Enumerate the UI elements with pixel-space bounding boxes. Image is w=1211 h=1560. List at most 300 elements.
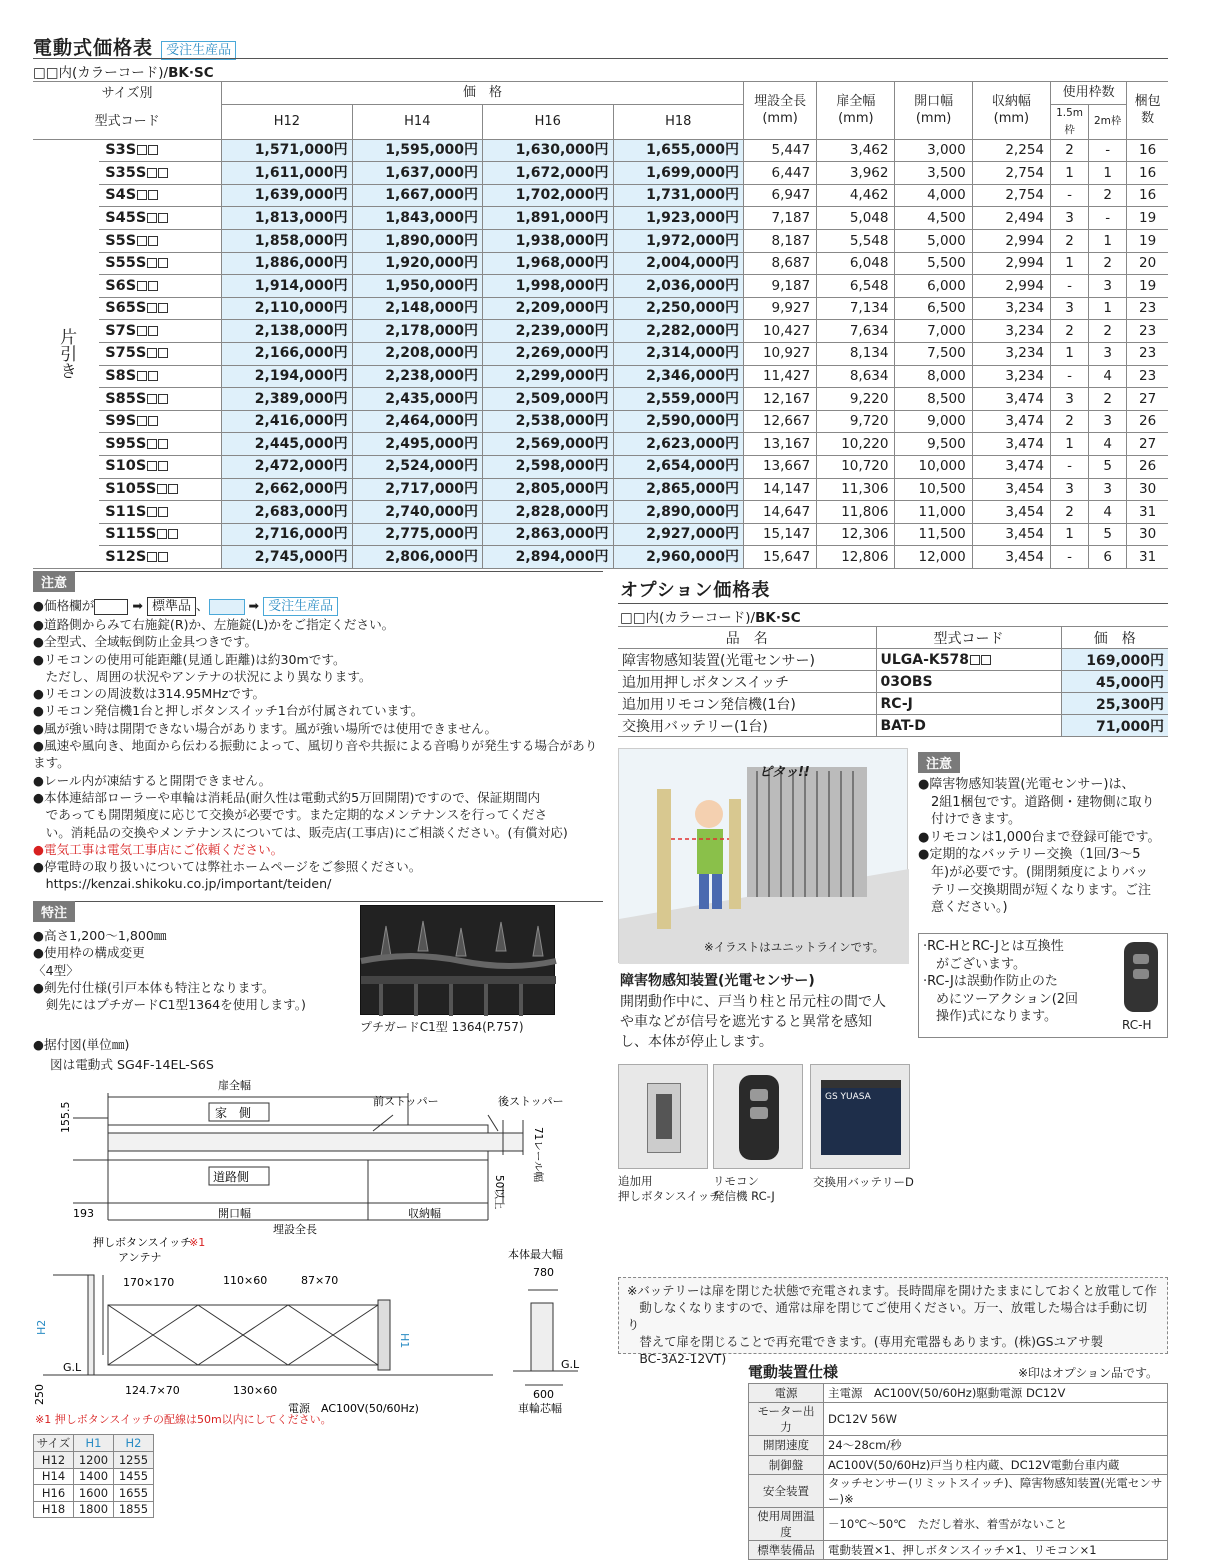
rc-line: 操作)式になります。 [923, 1009, 1058, 1024]
price-h18: 2,865,000円 [613, 478, 743, 501]
dim-door: 11,806 [817, 501, 895, 524]
frame-2: 2 [1089, 252, 1127, 275]
label-rail-width: 71レール幅 [532, 1127, 544, 1183]
price-h12: 2,389,000円 [222, 388, 352, 411]
pack-count: 16 [1127, 139, 1168, 162]
dim-storage: 3,234 [972, 365, 1050, 388]
dim-open: 10,500 [895, 478, 972, 501]
main-title-block [33, 33, 723, 60]
special-list [33, 927, 363, 1013]
table-row [33, 388, 1168, 411]
frame-2: 2 [1089, 320, 1127, 343]
dim-storage: 3,234 [972, 297, 1050, 320]
table-row: 制御盤 AC100V(50/60Hz)戸当り柱内蔵、DC12V電動台車内蔵 [749, 1455, 1168, 1474]
table-row [33, 365, 1168, 388]
frame-15: 2 [1051, 320, 1089, 343]
title-rule [33, 58, 1168, 59]
label-antenna: アンテナ [118, 1251, 162, 1264]
push-switch-image [618, 1064, 708, 1169]
special-line: ●使用枠の構成変更 [33, 945, 145, 961]
puchi-guard-caption: プチガードC1型 1364(P.757) [360, 1020, 524, 1034]
rc-line: ·RC-Jは誤動作防止のた [923, 974, 1058, 989]
frame-2: - [1089, 139, 1127, 162]
main-price-table [33, 81, 1168, 569]
frame-15: 1 [1051, 523, 1089, 546]
price-h12: 2,662,000円 [222, 478, 352, 501]
dim-storage: 2,494 [972, 207, 1050, 230]
price-h18: 2,314,000円 [613, 342, 743, 365]
frame-15: 2 [1051, 229, 1089, 252]
dim-open: 7,000 [895, 320, 972, 343]
notes-block [33, 597, 603, 893]
dim-burial: 9,187 [743, 275, 816, 298]
spec-note: ※印はオプション品です。 [1018, 1366, 1159, 1380]
frame-15: - [1051, 365, 1089, 388]
price-h14: 2,178,000円 [352, 320, 482, 343]
frame-15: 1 [1051, 433, 1089, 456]
header-size: サイズ別 [33, 82, 222, 105]
sensor-note-line: 意ください。) [918, 900, 1008, 916]
label-max-width: 本体最大幅 [508, 1248, 563, 1261]
frame-2: 1 [1089, 297, 1127, 320]
label-87: 87×70 [301, 1274, 339, 1287]
option-table: 品 名 型式コード 価 格 障害物感知装置(光電センサー) ULGA-K578 169,000円 追加用押しボタンスイッチ 03OBS 45,000円 追加用リモコン発信機(1台) RC-J 25,300円 交換用バッテリー(1台) BAT-D 71,000円 [618, 626, 1168, 737]
option-code: RC-J [876, 693, 1061, 715]
price-h18: 2,036,000円 [613, 275, 743, 298]
header-f2: 2m枠 [1089, 104, 1127, 139]
frame-15: - [1051, 546, 1089, 569]
dim-door: 3,962 [817, 162, 895, 185]
option-color-line: □□内(カラーコード)/BK·SC [620, 610, 801, 626]
pack-count: 23 [1127, 342, 1168, 365]
dim-burial: 11,427 [743, 365, 816, 388]
label-600: 600 [533, 1388, 554, 1401]
dim-open: 7,500 [895, 342, 972, 365]
price-h14: 1,950,000円 [352, 275, 482, 298]
header-f15: 1.5m枠 [1051, 104, 1089, 139]
sensor-note-line: ●障害物感知装置(光電センサー)は、 [918, 777, 1135, 792]
label-push-switch: 押しボタンスイッチ [93, 1236, 192, 1249]
table-row: 電源 主電源 AC100V(50/60Hz)駆動電源 DC12V [749, 1384, 1168, 1403]
price-h14: 1,667,000円 [352, 184, 482, 207]
dim-burial: 10,427 [743, 320, 816, 343]
table-row [33, 546, 1168, 569]
dim-open: 6,000 [895, 275, 972, 298]
price-h12: 2,166,000円 [222, 342, 352, 365]
dim-storage: 2,994 [972, 252, 1050, 275]
pack-count: 16 [1127, 162, 1168, 185]
header-open: 開口幅 (mm) [895, 82, 972, 140]
sensor-note-line: 2組1梱包です。道路側・建物側に取り [918, 794, 1155, 810]
label-road: 道路側 [213, 1170, 250, 1184]
model-code: S45S [99, 207, 221, 230]
price-h14: 2,148,000円 [352, 297, 482, 320]
made-to-order-tag: 受注生産品 [161, 41, 236, 60]
dim-open: 8,000 [895, 365, 972, 388]
label-power: 電源 AC100V(50/60Hz) [288, 1402, 419, 1415]
dim-storage: 3,234 [972, 342, 1050, 365]
table-row [618, 671, 1168, 693]
price-h12: 2,716,000円 [222, 523, 352, 546]
dim-door: 8,634 [817, 365, 895, 388]
dim-storage: 2,254 [972, 139, 1050, 162]
note-line: ●リモコンの使用可能距離(見通し距離)は約30mです。 [33, 651, 346, 667]
option-name: 追加用押しボタンスイッチ [618, 671, 876, 693]
dim-burial: 15,147 [743, 523, 816, 546]
price-h12: 2,745,000円 [222, 546, 352, 569]
price-h12: 2,683,000円 [222, 501, 352, 524]
note-line: ●リモコン発信機1台と押しボタンスイッチ1台が付属されています。 [33, 703, 424, 719]
pack-count: 23 [1127, 365, 1168, 388]
frame-15: 3 [1051, 297, 1089, 320]
table-row [618, 649, 1168, 671]
dim-storage: 3,474 [972, 388, 1050, 411]
header-h16: H16 [483, 104, 613, 139]
table-row [33, 433, 1168, 456]
label-burial-length: 埋設全長 [273, 1223, 317, 1236]
price-h12: 1,858,000円 [222, 229, 352, 252]
dim-open: 12,000 [895, 546, 972, 569]
label-open-width: 開口幅 [218, 1207, 251, 1220]
price-h18: 1,699,000円 [613, 162, 743, 185]
dim-open: 3,000 [895, 139, 972, 162]
price-h18: 2,654,000円 [613, 455, 743, 478]
pack-count: 23 [1127, 320, 1168, 343]
model-code: S3S [99, 139, 221, 162]
model-code: S11S [99, 501, 221, 524]
dim-door: 9,720 [817, 410, 895, 433]
pack-count: 16 [1127, 184, 1168, 207]
price-h14: 2,464,000円 [352, 410, 482, 433]
header-code: 型式コード [33, 104, 222, 139]
price-h12: 2,472,000円 [222, 455, 352, 478]
model-code: S12S [99, 546, 221, 569]
frame-2: 6 [1089, 546, 1127, 569]
frame-15: 1 [1051, 342, 1089, 365]
dim-burial: 9,927 [743, 297, 816, 320]
dim-door: 8,134 [817, 342, 895, 365]
header-h18: H18 [613, 104, 743, 139]
frame-2: - [1089, 207, 1127, 230]
price-h16: 2,894,000円 [483, 546, 613, 569]
special-line: ●剣先付仕様(引戸本体も特注となります。 [33, 979, 275, 995]
dim-door: 9,220 [817, 388, 895, 411]
note-line: い。消耗品の交換やメンテナンスについては、販売店(工事店)にご相談ください。(有償対応) [33, 824, 568, 840]
table-row [33, 162, 1168, 185]
spec-table [748, 1383, 1168, 1560]
table-row: H14 1400 1455 [34, 1468, 154, 1485]
rc-h-image [1124, 942, 1158, 1012]
note-line: ●風が強い時は開閉できない場合があります。風が強い場所では使用できません。 [33, 720, 498, 736]
dim-open: 4,000 [895, 184, 972, 207]
dim-open: 3,500 [895, 162, 972, 185]
label-gl: G.L [63, 1361, 82, 1374]
dim-door: 12,306 [817, 523, 895, 546]
notes-rule [33, 571, 603, 572]
frame-2: 1 [1089, 229, 1127, 252]
model-code: S10S [99, 455, 221, 478]
price-h16: 2,569,000円 [483, 433, 613, 456]
dim-door: 5,048 [817, 207, 895, 230]
table-row [33, 523, 1168, 546]
price-h18: 1,655,000円 [613, 139, 743, 162]
price-h16: 1,968,000円 [483, 252, 613, 275]
order-swatch [209, 599, 245, 615]
label-110: 110×60 [223, 1274, 268, 1287]
frame-2: 3 [1089, 275, 1127, 298]
price-h14: 2,495,000円 [352, 433, 482, 456]
price-h12: 1,813,000円 [222, 207, 352, 230]
price-h18: 2,250,000円 [613, 297, 743, 320]
option-name: 追加用リモコン発信機(1台) [618, 693, 876, 715]
pack-count: 26 [1127, 410, 1168, 433]
special-line: 剣先にはプチガードC1型1364を使用します。) [33, 997, 306, 1013]
dim-open: 4,500 [895, 207, 972, 230]
dim-burial: 14,647 [743, 501, 816, 524]
pack-count: 19 [1127, 229, 1168, 252]
price-h16: 2,239,000円 [483, 320, 613, 343]
sensor-notes [918, 776, 1161, 917]
price-h16: 2,209,000円 [483, 297, 613, 320]
price-h16: 1,998,000円 [483, 275, 613, 298]
price-h16: 2,538,000円 [483, 410, 613, 433]
sensor-note-line: ●定期的なバッテリー交換（1回/3～5 [918, 847, 1141, 863]
label-155: 155.5 [59, 1101, 72, 1133]
model-code: S115S [99, 523, 221, 546]
option-title: オプション価格表 [620, 580, 771, 601]
dim-door: 12,806 [817, 546, 895, 569]
rc-h-label: RC-H [1122, 1018, 1152, 1032]
dim-burial: 12,667 [743, 410, 816, 433]
pack-count: 31 [1127, 546, 1168, 569]
dim-burial: 14,147 [743, 478, 816, 501]
header-storage: 収納幅 (mm) [972, 82, 1050, 140]
table-row [33, 275, 1168, 298]
dim-burial: 15,647 [743, 546, 816, 569]
sensor-notes-label: 注意 [918, 752, 960, 773]
model-code: S85S [99, 388, 221, 411]
note-line: ●リモコンの周波数は314.95MHzです。 [33, 686, 266, 702]
notes-label: 注意 [33, 571, 75, 592]
frame-2: 2 [1089, 388, 1127, 411]
notes-list-2 [33, 858, 603, 893]
price-h16: 1,672,000円 [483, 162, 613, 185]
model-code: S105S [99, 478, 221, 501]
option-code: 03OBS [876, 671, 1061, 693]
table-row [33, 342, 1168, 365]
table-row: H18 1800 1855 [34, 1501, 154, 1518]
price-h18: 2,004,000円 [613, 252, 743, 275]
header-pack: 梱包 数 [1127, 82, 1168, 140]
label-note-mark: ※1 [189, 1236, 206, 1249]
frame-15: 1 [1051, 162, 1089, 185]
label-780: 780 [533, 1266, 554, 1279]
price-h14: 2,806,000円 [352, 546, 482, 569]
table-row [33, 184, 1168, 207]
header-h14: H14 [352, 104, 482, 139]
price-h18: 2,890,000円 [613, 501, 743, 524]
price-h16: 1,891,000円 [483, 207, 613, 230]
frame-2: 3 [1089, 478, 1127, 501]
price-h14: 2,524,000円 [352, 455, 482, 478]
color-code-line: □□内(カラーコード)/BK·SC [33, 65, 214, 81]
model-code: S4S [99, 184, 221, 207]
special-label: 特注 [33, 901, 75, 922]
option-code: ULGA-K578 [876, 649, 1061, 671]
h1-h2-table: サイズ H1 H2 H12 1200 1255 H14 1400 1455 H16 1600 1655 H18 1800 1855 [33, 1434, 154, 1518]
dim-storage: 3,234 [972, 320, 1050, 343]
dim-door: 4,462 [817, 184, 895, 207]
install-subtitle: 図は電動式 SG4F-14EL-S6S [50, 1057, 214, 1072]
price-h12: 2,194,000円 [222, 365, 352, 388]
price-h12: 1,886,000円 [222, 252, 352, 275]
price-h16: 2,299,000円 [483, 365, 613, 388]
frame-15: 2 [1051, 501, 1089, 524]
notes-price-legend: ●価格欄が ➡ 標準品 、 ➡ 受注生産品 [33, 597, 603, 616]
header-price: 価 格 [222, 82, 744, 105]
price-h14: 2,717,000円 [352, 478, 482, 501]
price-h18: 1,923,000円 [613, 207, 743, 230]
table-row [33, 207, 1168, 230]
table-row: 使用周囲温度 －10℃～50℃ ただし着氷、着雪がないこと [749, 1507, 1168, 1540]
pack-count: 26 [1127, 455, 1168, 478]
frame-15: 3 [1051, 207, 1089, 230]
rc-line: ·RC-HとRC-Jとは互換性 [923, 939, 1064, 954]
pack-count: 30 [1127, 478, 1168, 501]
label-50: 50以上 [493, 1175, 505, 1210]
note-line: https://kenzai.shikoku.co.jp/important/teiden/ [33, 876, 332, 892]
frame-15: - [1051, 184, 1089, 207]
model-code: S75S [99, 342, 221, 365]
table-row: H12 1200 1255 [34, 1452, 154, 1469]
price-h16: 1,702,000円 [483, 184, 613, 207]
dim-door: 10,720 [817, 455, 895, 478]
frame-15: 3 [1051, 478, 1089, 501]
dim-burial: 7,187 [743, 207, 816, 230]
dim-open: 11,500 [895, 523, 972, 546]
dim-storage: 2,754 [972, 184, 1050, 207]
dim-burial: 6,447 [743, 162, 816, 185]
table-row [33, 139, 1168, 162]
frame-15: - [1051, 455, 1089, 478]
caption-remote: リモコン 発信機 RC-J [713, 1174, 775, 1203]
price-h18: 1,972,000円 [613, 229, 743, 252]
frame-15: 2 [1051, 139, 1089, 162]
pack-count: 30 [1127, 523, 1168, 546]
standard-swatch [94, 599, 128, 615]
table-row [33, 320, 1168, 343]
dim-door: 3,462 [817, 139, 895, 162]
label-door-width: 扉全幅 [218, 1079, 251, 1092]
dim-storage: 2,994 [972, 229, 1050, 252]
page-title: 電動式価格表 [33, 37, 154, 59]
frame-2: 4 [1089, 365, 1127, 388]
dim-open: 9,000 [895, 410, 972, 433]
table-row [33, 478, 1168, 501]
dim-burial: 12,167 [743, 388, 816, 411]
frame-15: 3 [1051, 388, 1089, 411]
battery-image: GS YUASA [810, 1064, 910, 1169]
frame-15: 2 [1051, 410, 1089, 433]
sensor-illustration [618, 748, 908, 963]
model-code: S9S [99, 410, 221, 433]
table-row [33, 501, 1168, 524]
sensor-title: 障害物感知装置(光電センサー) [620, 973, 815, 989]
table-row [33, 455, 1168, 478]
frame-2: 5 [1089, 455, 1127, 478]
price-h18: 2,927,000円 [613, 523, 743, 546]
sensor-note-line: 付けできます。 [918, 812, 1021, 828]
model-code: S8S [99, 365, 221, 388]
dim-burial: 13,667 [743, 455, 816, 478]
price-h16: 2,863,000円 [483, 523, 613, 546]
price-h12: 2,110,000円 [222, 297, 352, 320]
dim-open: 5,000 [895, 229, 972, 252]
option-name: 障害物感知装置(光電センサー) [618, 649, 876, 671]
model-code: S5S [99, 229, 221, 252]
price-h14: 2,435,000円 [352, 388, 482, 411]
rc-line: がございます。 [923, 956, 1026, 972]
model-code: S55S [99, 252, 221, 275]
special-line: 〈4型〉 [33, 962, 79, 978]
note-line: ただし、周囲の状況やアンテナの状況により異なります。 [33, 668, 372, 684]
table-row [33, 252, 1168, 275]
table-row [33, 229, 1168, 252]
price-h14: 1,843,000円 [352, 207, 482, 230]
frame-2: 3 [1089, 342, 1127, 365]
table-row: 開閉速度 24～28cm/秒 [749, 1436, 1168, 1455]
note-line: ●レール内が凍結すると開閉できません。 [33, 772, 272, 788]
note-line: ●道路側からみて右施錠(R)か、左施錠(L)かをご指定ください。 [33, 617, 395, 632]
price-h14: 1,890,000円 [352, 229, 482, 252]
dim-storage: 3,474 [972, 433, 1050, 456]
price-h18: 2,346,000円 [613, 365, 743, 388]
dim-door: 7,634 [817, 320, 895, 343]
frame-2: 4 [1089, 501, 1127, 524]
dim-burial: 5,447 [743, 139, 816, 162]
option-name: 交換用バッテリー(1台) [618, 715, 876, 737]
dim-door: 7,134 [817, 297, 895, 320]
price-h14: 1,637,000円 [352, 162, 482, 185]
rc-box [918, 933, 1168, 1038]
frame-2: 2 [1089, 184, 1127, 207]
dim-storage: 2,994 [972, 275, 1050, 298]
price-h12: 1,914,000円 [222, 275, 352, 298]
price-h12: 1,571,000円 [222, 139, 352, 162]
price-h12: 2,445,000円 [222, 433, 352, 456]
pack-count: 31 [1127, 501, 1168, 524]
pack-count: 20 [1127, 252, 1168, 275]
label-250: 250 [33, 1384, 46, 1405]
price-h16: 1,938,000円 [483, 229, 613, 252]
pack-count: 19 [1127, 275, 1168, 298]
dim-burial: 8,687 [743, 252, 816, 275]
dim-open: 5,500 [895, 252, 972, 275]
label-house: 家 側 [215, 1106, 252, 1120]
model-code: S35S [99, 162, 221, 185]
label-h1: H1 [398, 1333, 411, 1349]
sensor-note-line: ●リモコンは1,000台まで登録可能です。 [918, 829, 1161, 845]
rc-line: めにツーアクション(2回 [923, 991, 1079, 1007]
model-code: S65S [99, 297, 221, 320]
label-170: 170×170 [123, 1276, 175, 1289]
spec-title: 電動装置仕様 [748, 1363, 839, 1381]
price-h18: 2,590,000円 [613, 410, 743, 433]
table-row: H16 1600 1655 [34, 1485, 154, 1502]
option-code: BAT-D [876, 715, 1061, 737]
frame-2: 4 [1089, 433, 1127, 456]
price-h14: 2,208,000円 [352, 342, 482, 365]
